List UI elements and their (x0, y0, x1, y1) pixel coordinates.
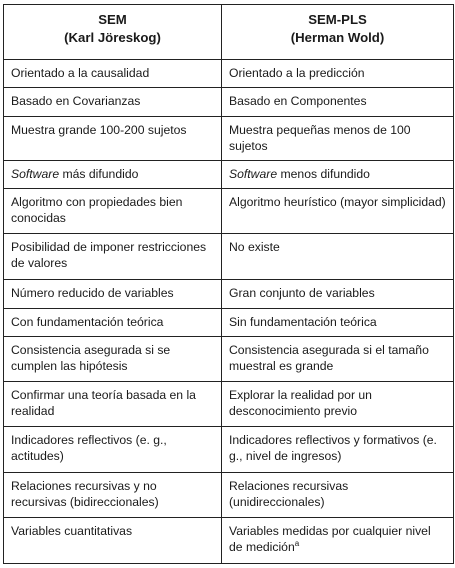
header-sem (4, 5, 222, 60)
cell-sem: Relaciones recursivas y no recursivas (bidireccionales) (4, 473, 222, 518)
cell-sem: Indicadores reflectivos (e. g., actitudes) (4, 427, 222, 473)
cell-sem-pls: Gran conjunto de variables (222, 280, 454, 309)
table-row (4, 161, 454, 189)
table-row (4, 60, 454, 88)
cell-sem: Algoritmo con propiedades bien conocidas (4, 189, 222, 234)
cell-sem (4, 161, 222, 189)
italic-term: Software (229, 167, 278, 181)
cell-sem: Muestra grande 100-200 sujetos (4, 117, 222, 161)
table-row (4, 309, 454, 337)
cell-sem-pls (222, 161, 454, 189)
cell-sem: Variables cuantitativas (4, 518, 222, 564)
cell-sem: Confirmar una teoría basada en la realidad (4, 382, 222, 427)
cell-sem: Con fundamentación teórica (4, 309, 222, 337)
table-row (4, 189, 454, 234)
table-row (4, 473, 454, 518)
table-row (4, 337, 454, 382)
cell-text: Variables medidas por cualquier nivel de medición (229, 524, 431, 554)
cell-sem: Número reducido de variables (4, 280, 222, 309)
table-row (4, 234, 454, 280)
cell-sem-pls: Explorar la realidad por un desconocimiento previo (222, 382, 454, 427)
cell-sem-pls: Sin fundamentación teórica (222, 309, 454, 337)
table-row (4, 88, 454, 117)
table-row (4, 518, 454, 564)
comparison-table (3, 4, 454, 564)
header-subtitle: (Herman Wold) (290, 30, 385, 45)
cell-sem: Posibilidad de imponer restricciones de valores (4, 234, 222, 280)
cell-sem-pls: Orientado a la predicción (222, 60, 454, 88)
header-subtitle: (Karl Jöreskog) (64, 30, 161, 45)
cell-text: menos difundido (277, 167, 370, 181)
header-title: SEM-PLS (308, 12, 367, 27)
italic-term: Software (11, 167, 60, 181)
header-sem-pls (222, 5, 454, 60)
cell-sem-pls: No existe (222, 234, 454, 280)
table-row (4, 117, 454, 161)
cell-sem-pls (222, 518, 454, 564)
cell-sem-pls: Consistencia asegurada si el tamaño muestral es grande (222, 337, 454, 382)
cell-text: más difundido (59, 167, 139, 181)
cell-sem-pls: Basado en Componentes (222, 88, 454, 117)
table-row (4, 427, 454, 473)
table-row (4, 280, 454, 309)
cell-sem-pls: Indicadores reflectivos y formativos (e. g., nivel de ingresos) (222, 427, 454, 473)
cell-sem-pls: Algoritmo heurístico (mayor simplicidad) (222, 189, 454, 234)
cell-sem: Consistencia asegurada si se cumplen las hipótesis (4, 337, 222, 382)
table-row (4, 382, 454, 427)
cell-sem: Basado en Covarianzas (4, 88, 222, 117)
header-title: SEM (98, 12, 127, 27)
cell-sem: Orientado a la causalidad (4, 60, 222, 88)
cell-sem-pls: Relaciones recursivas (unidireccionales) (222, 473, 454, 518)
header-row (4, 5, 454, 60)
cell-sem-pls: Muestra pequeñas menos de 100 sujetos (222, 117, 454, 161)
footnote-marker: a (294, 538, 300, 548)
